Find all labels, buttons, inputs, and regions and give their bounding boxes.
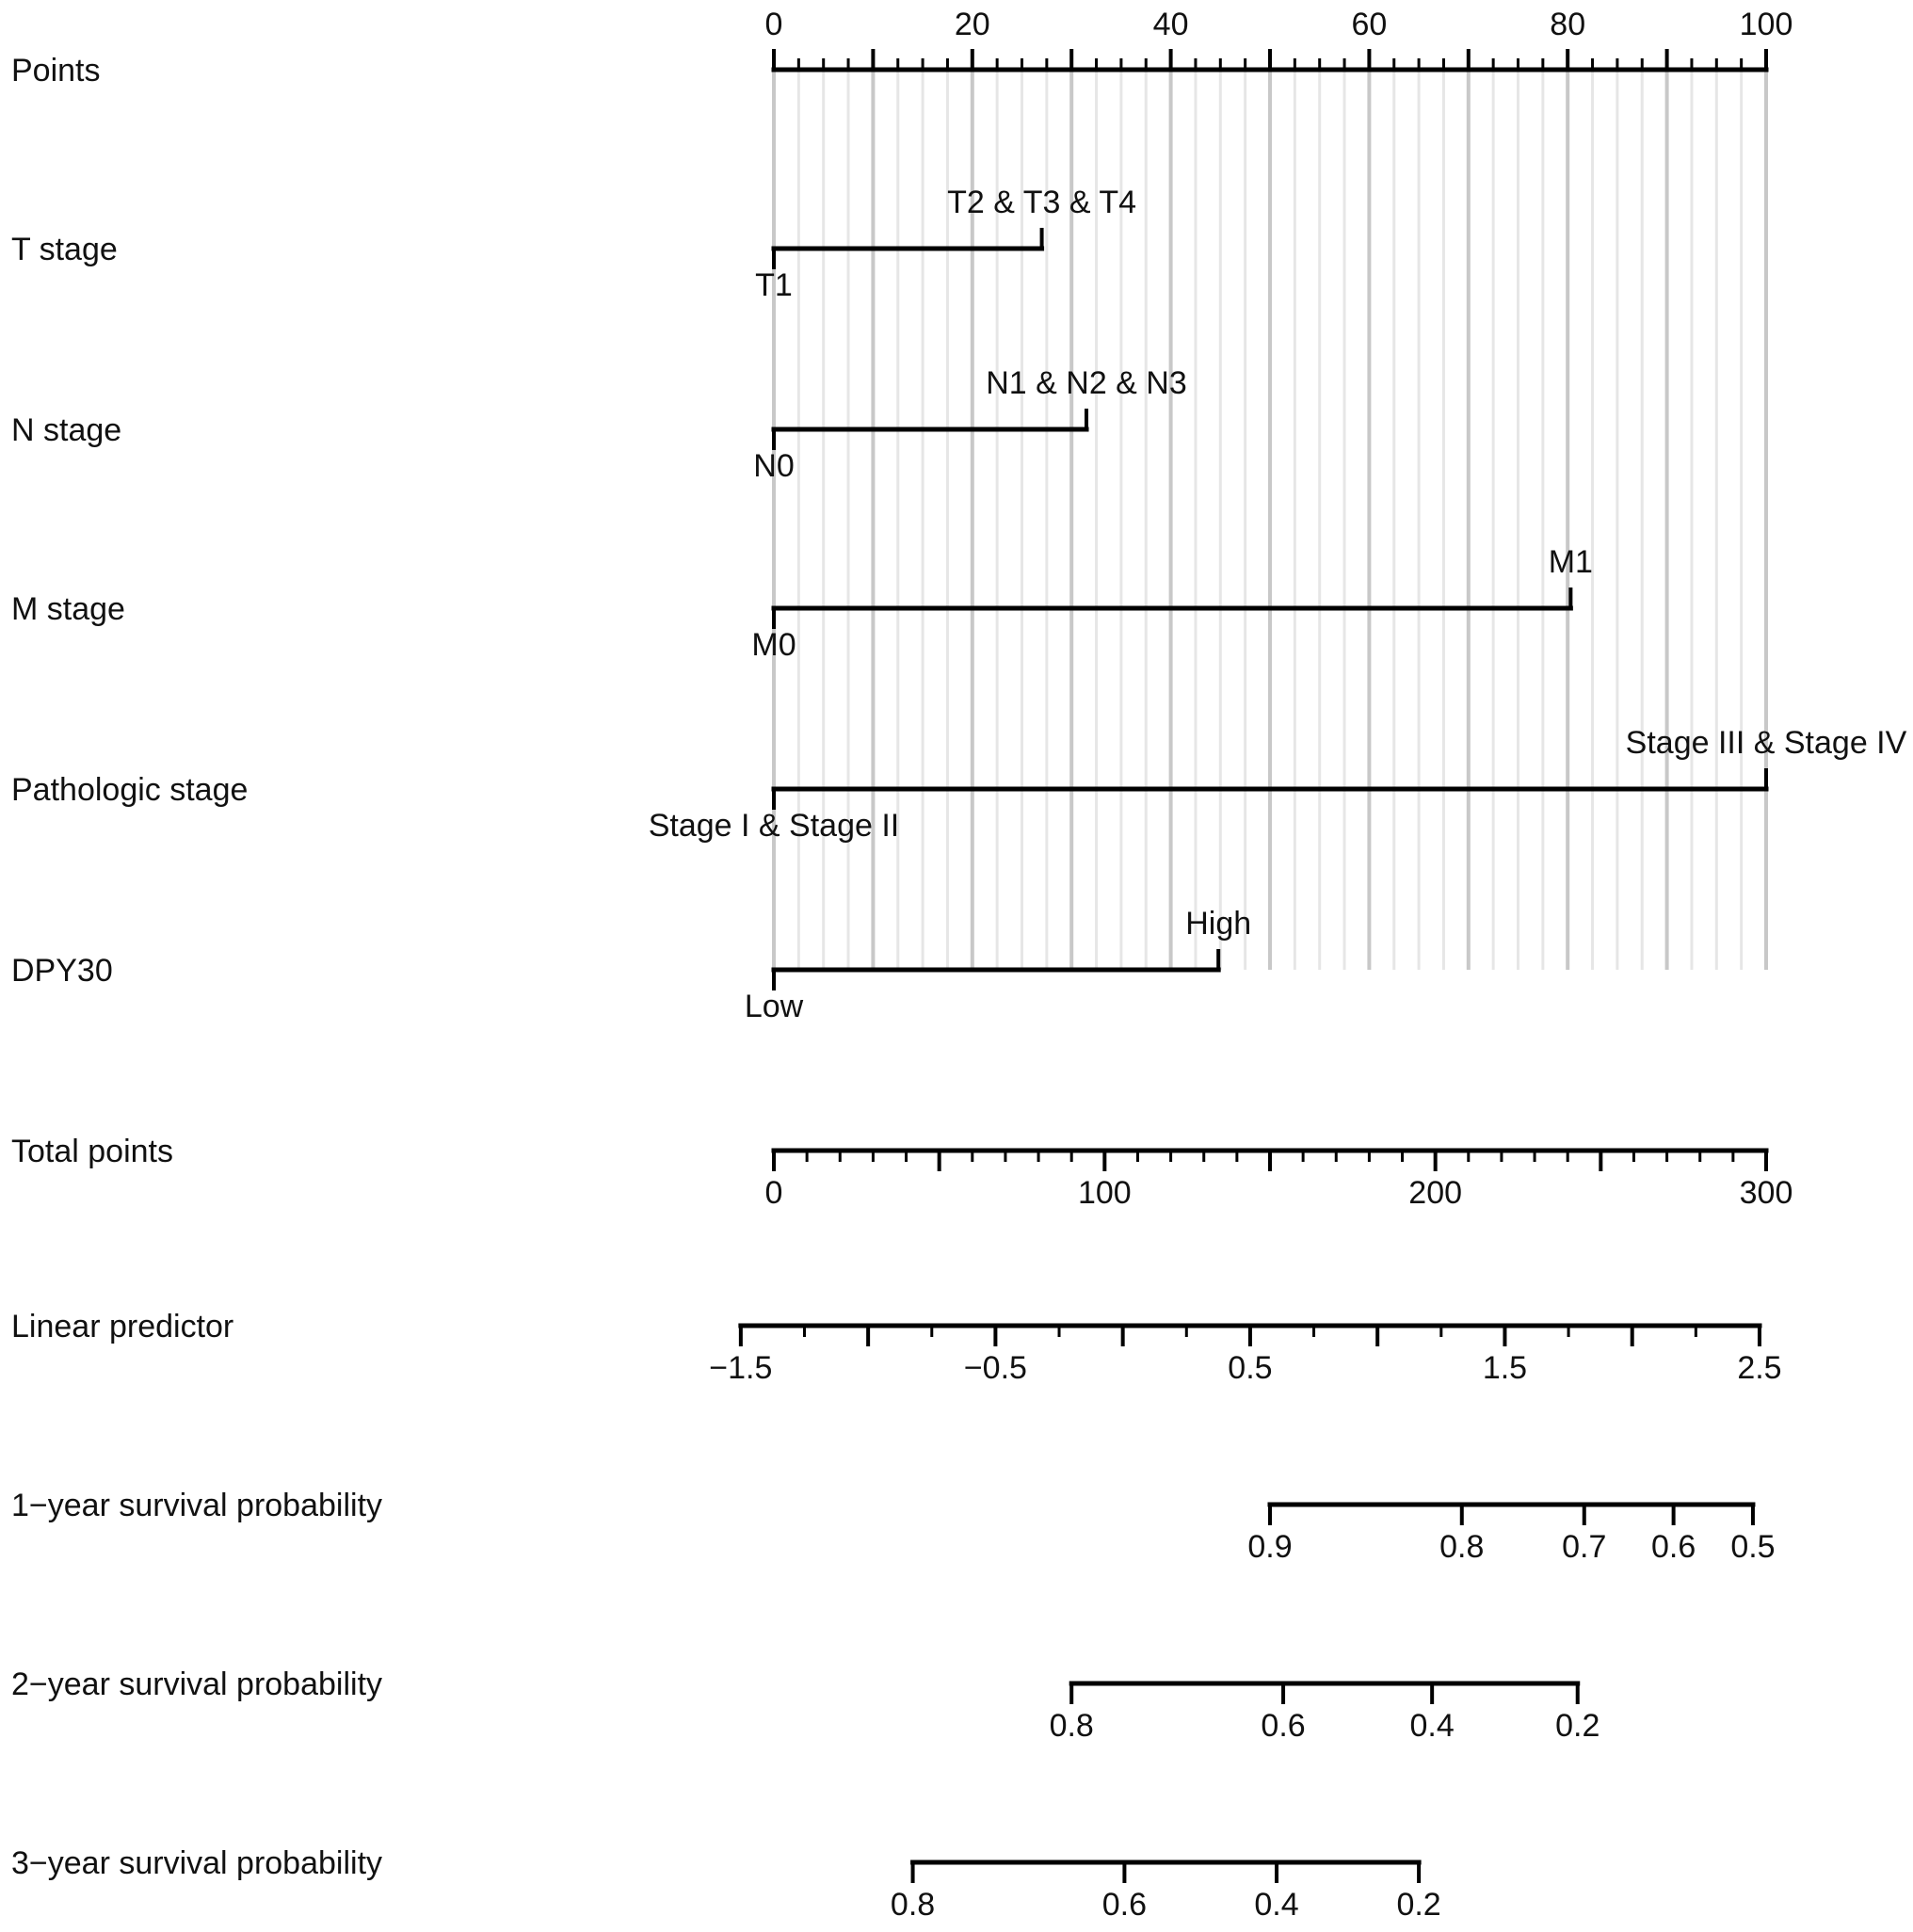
total-points-tick-label: 300 xyxy=(1739,1175,1793,1211)
survival-tick-label: 0.2 xyxy=(1396,1887,1441,1923)
survival-tick-label: 0.6 xyxy=(1650,1529,1696,1565)
variable-label: DPY30 xyxy=(11,953,113,989)
survival-tick-label: 0.4 xyxy=(1254,1887,1299,1923)
survival-tick-label: 0.7 xyxy=(1562,1529,1607,1565)
level-label: Stage I & Stage II xyxy=(648,808,900,844)
survival-tick-label: 0.6 xyxy=(1261,1708,1306,1744)
survival-tick-label: 0.8 xyxy=(1049,1708,1094,1744)
survival-axis-label: 3−year survival probability xyxy=(11,1845,383,1881)
points-tick-label: 60 xyxy=(1351,7,1388,42)
linear-predictor-tick-label: 2.5 xyxy=(1737,1350,1782,1386)
nomogram-axes xyxy=(11,7,1907,1923)
level-label: Low xyxy=(744,989,804,1024)
survival-axis-label: 1−year survival probability xyxy=(11,1488,383,1523)
grid-lines xyxy=(774,70,1766,970)
survival-tick-label: 0.4 xyxy=(1409,1708,1455,1744)
points-tick-label: 80 xyxy=(1550,7,1586,42)
survival-tick-label: 0.6 xyxy=(1101,1887,1148,1923)
survival-tick-label: 0.8 xyxy=(890,1887,936,1923)
level-label: Stage III & Stage IV xyxy=(1625,725,1907,761)
total-points-tick-label: 0 xyxy=(764,1175,783,1211)
level-label: N0 xyxy=(753,448,795,484)
points-tick-label: 20 xyxy=(954,7,990,42)
total-points-axis-label: Total points xyxy=(11,1134,173,1169)
points-axis-label: Points xyxy=(11,53,101,89)
level-label: N1 & N2 & N3 xyxy=(986,365,1187,401)
variable-label: Pathologic stage xyxy=(11,772,249,808)
linear-predictor-tick-label: −0.5 xyxy=(963,1350,1027,1386)
total-points-tick-label: 200 xyxy=(1408,1175,1463,1211)
linear-predictor-tick-label: 0.5 xyxy=(1228,1350,1273,1386)
variable-label: M stage xyxy=(11,591,125,627)
points-tick-label: 0 xyxy=(764,7,783,42)
variable-label: N stage xyxy=(11,412,122,448)
level-label: T1 xyxy=(755,267,793,303)
level-label: M0 xyxy=(751,627,796,663)
points-tick-label: 100 xyxy=(1739,7,1793,42)
points-tick-label: 40 xyxy=(1152,7,1189,42)
total-points-tick-label: 100 xyxy=(1077,1175,1132,1211)
survival-tick-label: 0.9 xyxy=(1247,1529,1293,1565)
linear-predictor-axis-label: Linear predictor xyxy=(11,1309,234,1344)
survival-tick-label: 0.2 xyxy=(1555,1708,1600,1744)
linear-predictor-tick-label: 1.5 xyxy=(1482,1350,1528,1386)
linear-predictor-tick-label: −1.5 xyxy=(709,1350,773,1386)
variable-label: T stage xyxy=(11,232,118,267)
survival-tick-label: 0.5 xyxy=(1730,1529,1776,1565)
level-label: T2 & T3 & T4 xyxy=(947,185,1137,220)
level-label: High xyxy=(1185,906,1252,942)
survival-tick-label: 0.8 xyxy=(1439,1529,1485,1565)
level-label: M1 xyxy=(1548,544,1593,580)
survival-axis-label: 2−year survival probability xyxy=(11,1666,383,1702)
